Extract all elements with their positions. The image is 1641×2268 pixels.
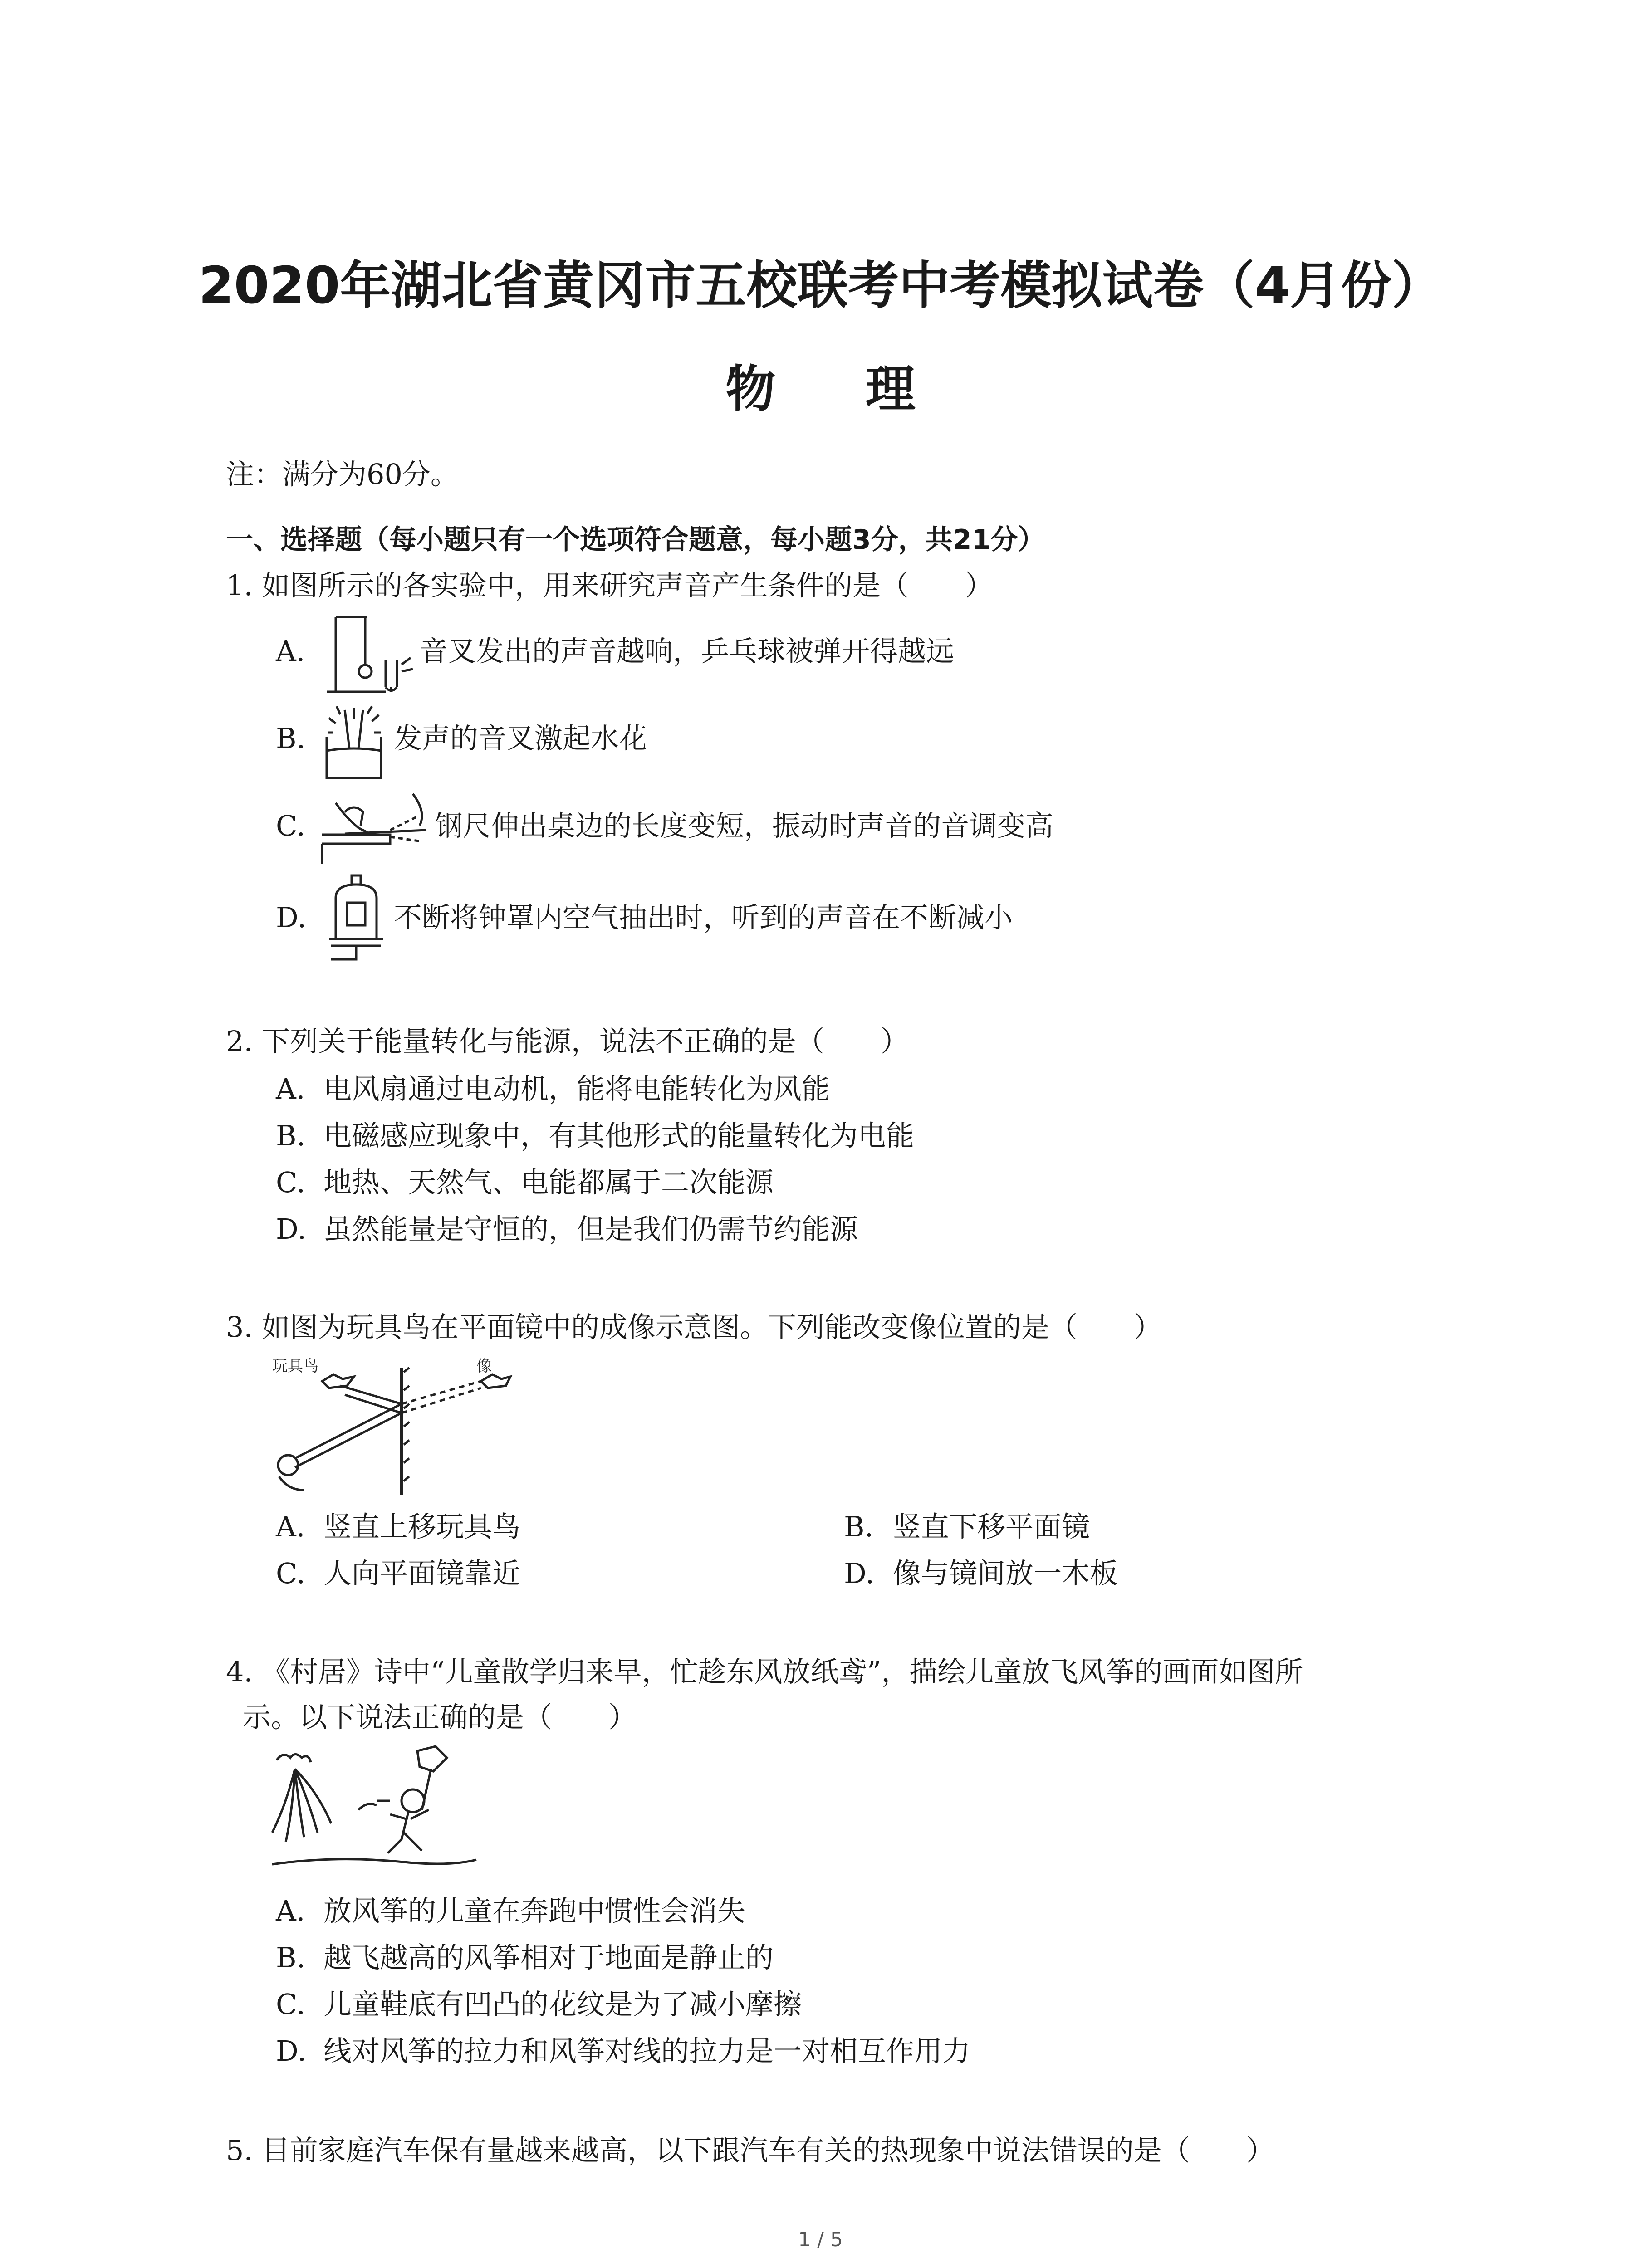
- bell-jar-figure: [322, 871, 390, 966]
- exam-title: 2020年湖北省黄冈市五校联考中考模拟试卷（4月份）: [198, 256, 1443, 315]
- q3-option-c-text: 人向平面镜靠近: [323, 1557, 521, 1590]
- q4-option-a-label: A.: [276, 1894, 305, 1927]
- q2-option-c-label: C.: [276, 1166, 305, 1199]
- question-4-stem-line1: 4. 《村居》诗中“儿童散学归来早，忙趁东风放纸鸢”，描绘儿童放飞风筝的画面如图所: [226, 1655, 1303, 1688]
- q2-option-c-text: 地热、天然气、电能都属于二次能源: [323, 1166, 774, 1199]
- q4-option-a-text: 放风筝的儿童在奔跑中惯性会消失: [323, 1894, 746, 1927]
- q2-option-a-label: A.: [276, 1072, 305, 1105]
- q4-option-b-label: B.: [276, 1941, 306, 1974]
- figure-label-image: 像: [476, 1357, 492, 1375]
- page-number: 1 / 5: [798, 2228, 843, 2251]
- tuning-fork-pingpong-figure: [318, 610, 417, 696]
- plane-mirror-figure: [268, 1354, 522, 1499]
- q3-option-a-text: 竖直上移玩具鸟: [323, 1510, 521, 1543]
- q2-option-d-label: D.: [276, 1212, 307, 1246]
- q4-option-c-label: C.: [276, 1988, 305, 2021]
- question-3-stem: 3. 如图为玩具鸟在平面镜中的成像示意图。下列能改变像位置的是（ ）: [226, 1310, 1162, 1344]
- q1-option-d-text: 不断将钟罩内空气抽出时，听到的声音在不断减小: [394, 901, 1013, 934]
- q3-option-d-label: D.: [844, 1557, 875, 1590]
- q1-option-a-text: 音叉发出的声音越响，乒乓球被弹开得越远: [420, 635, 955, 668]
- q3-option-b-text: 竖直下移平面镜: [893, 1510, 1090, 1543]
- q3-option-d-text: 像与镜间放一木板: [893, 1557, 1118, 1590]
- q1-option-c-text: 钢尺伸出桌边的长度变短，振动时声音的音调变高: [435, 809, 1054, 842]
- figure-label-toy-bird: 玩具鸟: [272, 1357, 318, 1375]
- q2-option-d-text: 虽然能量是守恒的，但是我们仍需节约能源: [323, 1212, 858, 1246]
- q1-option-c-label: C.: [276, 809, 305, 842]
- score-note: 注：满分为60分。: [226, 458, 459, 491]
- question-1-stem: 1. 如图所示的各实验中，用来研究声音产生条件的是（ ）: [226, 569, 993, 602]
- q4-option-d-text: 线对风筝的拉力和风筝对线的拉力是一对相互作用力: [323, 2034, 971, 2068]
- q3-option-a-label: A.: [276, 1510, 305, 1543]
- question-5-stem: 5. 目前家庭汽车保有量越来越高，以下跟汽车有关的热现象中说法错误的是（ ）: [226, 2134, 1274, 2167]
- q1-option-b-text: 发声的音叉激起水花: [394, 722, 647, 755]
- q4-option-c-text: 儿童鞋底有凹凸的花纹是为了减小摩擦: [323, 1988, 802, 2021]
- subject-title: 物 理: [725, 360, 952, 418]
- q4-option-d-label: D.: [276, 2034, 307, 2068]
- kite-flying-figure: [268, 1742, 481, 1878]
- tuning-fork-water-figure: [318, 701, 390, 782]
- question-2-stem: 2. 下列关于能量转化与能源，说法不正确的是（ ）: [226, 1025, 909, 1058]
- steel-ruler-figure: [318, 785, 431, 866]
- q1-option-a-label: A.: [276, 635, 305, 668]
- q4-option-b-text: 越飞越高的风筝相对于地面是静止的: [323, 1941, 774, 1974]
- q1-option-d-label: D.: [276, 901, 307, 934]
- question-4-stem-line2: 示。以下说法正确的是（ ）: [243, 1701, 637, 1734]
- q2-option-b-text: 电磁感应现象中，有其他形式的能量转化为电能: [323, 1119, 915, 1152]
- section-heading-choice: 一、选择题（每小题只有一个选项符合题意，每小题3分，共21分）: [226, 524, 1045, 556]
- q2-option-b-label: B.: [276, 1119, 306, 1152]
- q3-option-c-label: C.: [276, 1557, 305, 1590]
- q2-option-a-text: 电风扇通过电动机，能将电能转化为风能: [323, 1072, 830, 1105]
- q1-option-b-label: B.: [276, 722, 306, 755]
- q3-option-b-label: B.: [844, 1510, 874, 1543]
